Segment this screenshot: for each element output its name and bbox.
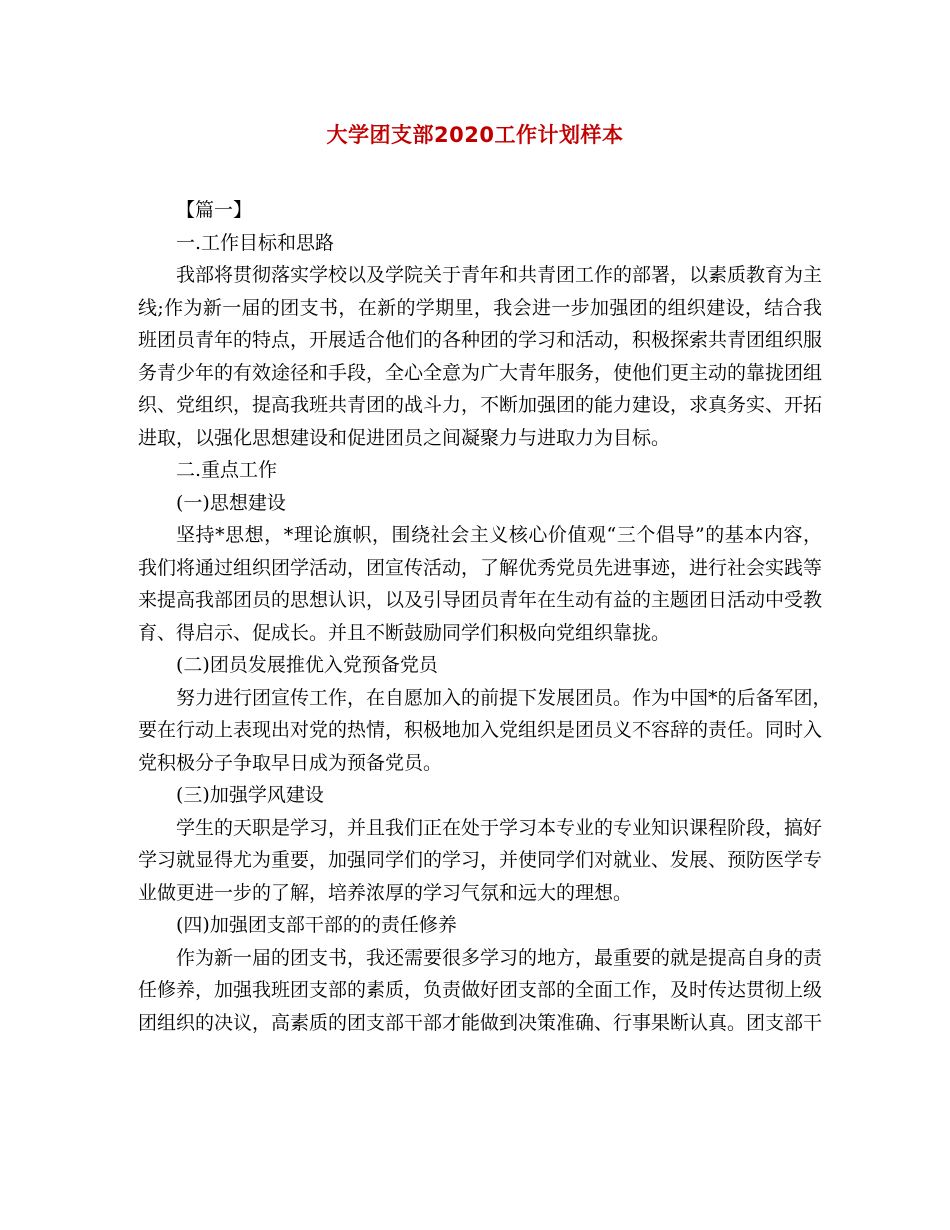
- document-body: [138, 194, 832, 1039]
- text-line: 线;作为新一届的团支书，在新的学期里，我会进一步加强团的组织建设，结合我: [138, 296, 822, 319]
- text-line: (二)团员发展推优入党预备党员: [176, 654, 438, 676]
- text-line: (三)加强学风建设: [176, 784, 324, 806]
- text-line: 育、得启示、促成长。并且不断鼓励同学们积极向党组织靠拢。: [138, 621, 671, 644]
- text-line: (一)思想建设: [176, 491, 286, 514]
- text-line: 学生的天职是学习，并且我们正在处于学习本专业的专业知识课程阶段，搞好: [176, 816, 823, 839]
- text-line: 党积极分子争取早日成为预备党员。: [138, 751, 443, 774]
- text-line: 二.重点工作: [176, 459, 278, 481]
- text-line: 班团员青年的特点，开展适合他们的各种团的学习和活动，积极探索共青团组织服: [138, 329, 823, 351]
- text-line: 业做更进一步的了解，培养浓厚的学习气氛和远大的理想。: [138, 881, 633, 904]
- text-line: (四)加强团支部干部的的责任修养: [176, 914, 457, 936]
- text-line: 务青少年的有效途径和手段，全心全意为广大青年服务，使他们更主动的靠拢团组: [138, 361, 823, 384]
- text-line: 进取，以强化思想建设和促进团员之间凝聚力与进取力为目标。: [138, 426, 671, 449]
- text-line: 要在行动上表现出对党的热情，积极地加入党组织是团员义不容辞的责任。同时入: [138, 719, 823, 741]
- text-line: 我部将贯彻落实学校以及学院关于青年和共青团工作的部署，以素质教育为主: [176, 264, 823, 286]
- text-line: 任修养，加强我班团支部的素质，负责做好团支部的全面工作，及时传达贯彻上级: [138, 979, 823, 1001]
- document-title: 大学团支部2020工作计划样本: [326, 123, 624, 147]
- text-line: 来提高我部团员的思想认识，以及引导团员青年在生动有益的主题团日活动中受教: [138, 589, 823, 611]
- text-line: 团组织的决议，高素质的团支部干部才能做到决策准确、行事果断认真。团支部干: [138, 1011, 823, 1034]
- text-line: 织、党组织，提高我班共青团的战斗力，不断加强团的能力建设，求真务实、开拓: [138, 394, 823, 416]
- text-line: 一.工作目标和思路: [176, 231, 335, 254]
- text-line: 【篇一】: [176, 199, 253, 221]
- text-line: 学习就显得尤为重要，加强同学们的学习，并使同学们对就业、发展、预防医学专: [138, 849, 823, 871]
- text-line: 坚持*思想，*理论旗帜，围绕社会主义核心价值观“三个倡导”的基本内容，: [176, 524, 822, 546]
- text-line: 我们将通过组织团学活动，团宣传活动，了解优秀党员先进事迹，进行社会实践等: [138, 556, 823, 579]
- text-line: 努力进行团宣传工作，在自愿加入的前提下发展团员。作为中国*的后备军团，: [176, 686, 832, 709]
- text-line: 作为新一届的团支书，我还需要很多学习的地方，最重要的就是提高自身的责: [176, 946, 823, 969]
